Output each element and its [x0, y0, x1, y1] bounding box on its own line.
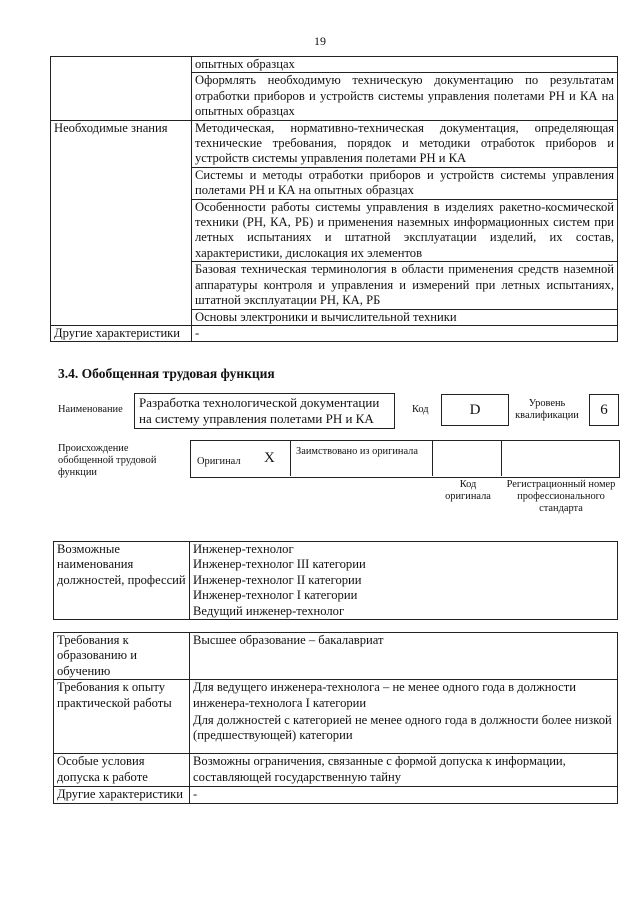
reg-number-caption: Регистрационный номер профессионального стандарта: [506, 479, 616, 514]
row-label: Другие характеристики: [51, 325, 192, 341]
table-cell: опытных образцах: [192, 57, 618, 73]
table-row: [51, 57, 618, 73]
cell-paragraph: Для ведущего инженера-технолога – не менее одного года в должности инженера-технолога I категории: [193, 680, 576, 710]
original-mark: X: [264, 450, 275, 466]
level-label: Уровень квалификации: [515, 398, 579, 421]
divider: [432, 440, 433, 476]
level-value-box: [589, 394, 619, 426]
list-item: Инженер-технолог I категории: [193, 588, 358, 603]
positions-label: Возможные наименования должностей, профессий: [54, 542, 190, 620]
table-cell: [190, 680, 618, 754]
origin-label: Происхождение обобщенной трудовой функции: [58, 443, 157, 478]
borrowed-label: Заимствовано из оригинала: [296, 446, 418, 457]
positions-table: [53, 541, 618, 620]
page-number: 19: [314, 34, 326, 48]
level-value: 6: [600, 402, 608, 418]
skills-knowledge-table: [50, 56, 618, 342]
code-value: D: [469, 402, 481, 418]
list-item: Ведущий инженер-технолог: [193, 603, 345, 618]
table-cell: Оформлять необходимую техническую документацию по результатам отработки приборов и устройств системы управления полетами РН и КА на опытных образцах: [192, 73, 618, 120]
divider: [501, 440, 502, 476]
table-cell: Основы электроники и вычислительной техники: [192, 309, 618, 325]
requirements-table: [53, 632, 618, 804]
positions-list: [190, 542, 618, 620]
section-heading: 3.4. Обобщенная трудовая функция: [58, 366, 275, 381]
table-row: [54, 633, 618, 680]
name-label: Наименование: [58, 404, 123, 415]
function-name-box: [134, 393, 395, 429]
table-cell: Системы и методы отработки приборов и устройств системы управления полетами РН и КА на опытных образцах: [192, 167, 618, 199]
origin-code-caption: Код оригинала: [445, 479, 491, 502]
row-label: Другие характеристики: [54, 787, 190, 803]
table-cell: Возможны ограничения, связанные с формой допуска к информации, составляющей государственную тайну: [190, 754, 618, 787]
table-cell: Методическая, нормативно-техническая документация, определяющая технические требования, порядок и методики отработок приборов и устройств системы управления полетами РН и КА: [192, 120, 618, 167]
row-label: Необходимые знания: [51, 120, 192, 325]
table-cell: Базовая техническая терминология в области применения средств наземной аппаратуры контроля и управления и измерений при летных испытаниях, штатной эксплуатации РН, КА, РБ: [192, 262, 618, 309]
table-cell: Особенности работы системы управления в изделиях ракетно-космической техники (РН, КА, РБ) и применения наземных информационных систем при летных испытаниях и штатной эксплуатации изделий, их состав, характеристики, дислокация их элементов: [192, 199, 618, 262]
table-row: [51, 325, 618, 341]
table-row: [54, 754, 618, 787]
divider: [290, 440, 291, 476]
function-name-value: Разработка технологической документации на систему управления полетами РН и КА: [139, 395, 380, 426]
list-item: Инженер-технолог III категории: [193, 557, 366, 572]
row-label: Требования к опыту практической работы: [54, 680, 190, 754]
table-row: [54, 787, 618, 803]
original-label: Оригинал: [197, 456, 241, 467]
table-cell: -: [190, 787, 618, 803]
row-label: [51, 57, 192, 121]
row-label: Особые условия допуска к работе: [54, 754, 190, 787]
list-item: Инженер-технолог: [193, 542, 294, 556]
list-item: Инженер-технолог II категории: [193, 572, 362, 587]
row-label: Требования к образованию и обучению: [54, 633, 190, 680]
table-cell: Высшее образование – бакалавриат: [190, 633, 618, 680]
table-row: [54, 680, 618, 754]
code-value-box: [441, 394, 509, 426]
table-row: [51, 120, 618, 167]
cell-paragraph: Для должностей с категорией не менее одного года в должности более низкой (предшествующей) категории: [193, 713, 612, 743]
table-row: [54, 542, 618, 620]
code-label: Код: [412, 404, 429, 415]
table-cell: -: [192, 325, 618, 341]
